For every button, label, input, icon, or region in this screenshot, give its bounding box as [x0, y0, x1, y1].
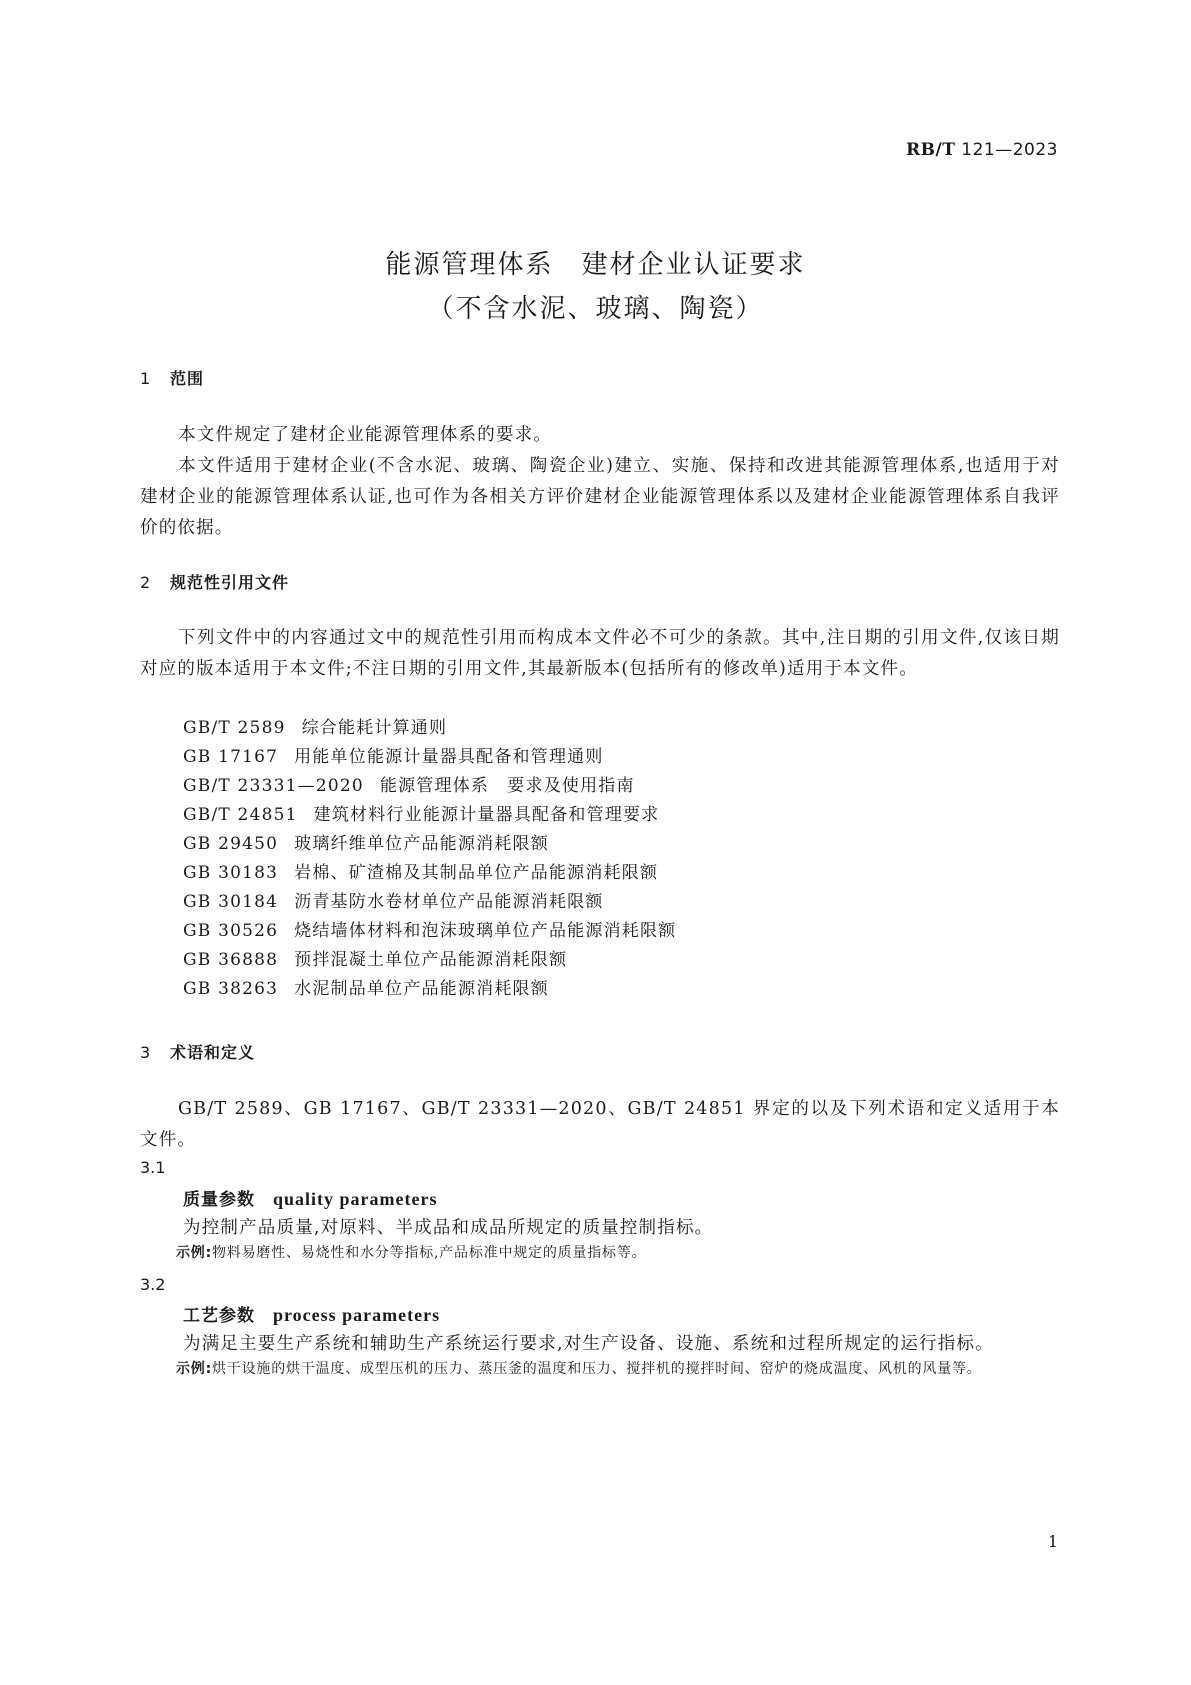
clause-number: 3.2	[140, 1275, 166, 1294]
reference-item	[183, 800, 659, 825]
reference-name: 玻璃纤维单位产品能源消耗限额	[294, 834, 549, 854]
reference-name: 烧结墙体材料和泡沫玻璃单位产品能源消耗限额	[294, 921, 677, 941]
reference-code: GB 38263	[183, 979, 279, 999]
section-title: 范围	[170, 369, 205, 388]
section-title: 术语和定义	[170, 1043, 256, 1062]
reference-code: GB/T 23331—2020	[183, 776, 364, 796]
reference-code: GB 30184	[183, 892, 279, 912]
term-entry	[183, 1185, 437, 1210]
reference-code: GB/T 24851	[183, 805, 298, 825]
standard-year: 121—2023	[961, 140, 1058, 160]
section-number: 2	[140, 573, 152, 592]
reference-item	[183, 771, 635, 796]
reference-item	[183, 829, 549, 854]
terms-intro: GB/T 2589、GB 17167、GB/T 23331—2020、GB/T 24851 界定的以及下列术语和定义适用于本文件。	[140, 1099, 1060, 1150]
reference-name: 用能单位能源计量器具配备和管理通则	[294, 747, 604, 767]
term-example	[176, 1239, 1062, 1267]
term-english: process parameters	[273, 1305, 441, 1325]
reference-name: 沥青基防水卷材单位产品能源消耗限额	[294, 892, 604, 912]
reference-name: 岩棉、矿渣棉及其制品单位产品能源消耗限额	[294, 863, 659, 883]
section-2-heading	[140, 570, 289, 593]
references-intro: 下列文件中的内容通过文中的规范性引用而构成本文件必不可少的条款。其中,注日期的引用文件,仅该日期对应的版本适用于本文件;不注日期的引用文件,其最新版本(包括所有的修改单)适用于本文件。	[140, 628, 1060, 679]
document-title: 能源管理体系 建材企业认证要求	[385, 250, 806, 280]
reference-name: 综合能耗计算通则	[301, 718, 448, 738]
section-number: 3	[140, 1043, 152, 1062]
clause-number: 3.1	[140, 1158, 166, 1177]
reference-code: GB 30526	[183, 921, 279, 941]
reference-code: GB 30183	[183, 863, 279, 883]
reference-name: 预拌混凝土单位产品能源消耗限额	[294, 950, 568, 970]
section-title: 规范性引用文件	[170, 573, 290, 592]
scope-paragraph-2: 本文件适用于建材企业(不含水泥、玻璃、陶瓷企业)建立、实施、保持和改进其能源管理体系,也适用于对建材企业的能源管理体系认证,也可作为各相关方评价建材企业能源管理体系以及建材企业能源管理体系自我评价的依据。	[140, 456, 1060, 538]
page-number: 1	[1047, 1532, 1058, 1551]
reference-code: GB/T 2589	[183, 718, 286, 738]
example-label: 示例:	[176, 1245, 212, 1261]
term-chinese: 质量参数	[183, 1190, 255, 1210]
section-1-heading	[140, 366, 204, 389]
standard-prefix: RB/T	[906, 140, 956, 160]
document-subtitle: （不含水泥、玻璃、陶瓷）	[427, 294, 764, 324]
reference-item	[183, 945, 567, 970]
scope-paragraph-1: 本文件规定了建材企业能源管理体系的要求。	[178, 425, 552, 445]
reference-name: 建筑材料行业能源计量器具配备和管理要求	[313, 805, 660, 825]
term-definition: 为控制产品质量,对原料、半成品和成品所规定的质量控制指标。	[183, 1218, 714, 1238]
section-number: 1	[140, 369, 152, 388]
reference-code: GB 17167	[183, 747, 279, 767]
section-3-heading	[140, 1040, 255, 1063]
standard-number	[906, 140, 1058, 160]
reference-item	[183, 858, 658, 883]
reference-item	[183, 974, 549, 999]
reference-name: 能源管理体系 要求及使用指南	[379, 776, 635, 796]
term-definition: 为满足主要生产系统和辅助生产系统运行要求,对生产设备、设施、系统和过程所规定的运行指标。	[183, 1334, 994, 1354]
term-english: quality parameters	[273, 1189, 438, 1209]
example-text: 物料易磨性、易烧性和水分等指标,产品标准中规定的质量指标等。	[212, 1245, 647, 1261]
reference-code: GB 29450	[183, 834, 279, 854]
term-chinese: 工艺参数	[183, 1306, 255, 1326]
reference-item	[183, 742, 604, 767]
reference-name: 水泥制品单位产品能源消耗限额	[294, 979, 549, 999]
example-label: 示例:	[176, 1361, 212, 1377]
reference-code: GB 36888	[183, 950, 279, 970]
term-entry	[183, 1301, 440, 1326]
term-example	[176, 1355, 1062, 1383]
reference-item	[183, 887, 604, 912]
reference-item	[183, 916, 676, 941]
reference-item	[183, 713, 447, 738]
example-text: 烘干设施的烘干温度、成型压机的压力、蒸压釜的温度和压力、搅拌机的搅拌时间、窑炉的烧成温度、风机的风量等。	[212, 1361, 982, 1377]
